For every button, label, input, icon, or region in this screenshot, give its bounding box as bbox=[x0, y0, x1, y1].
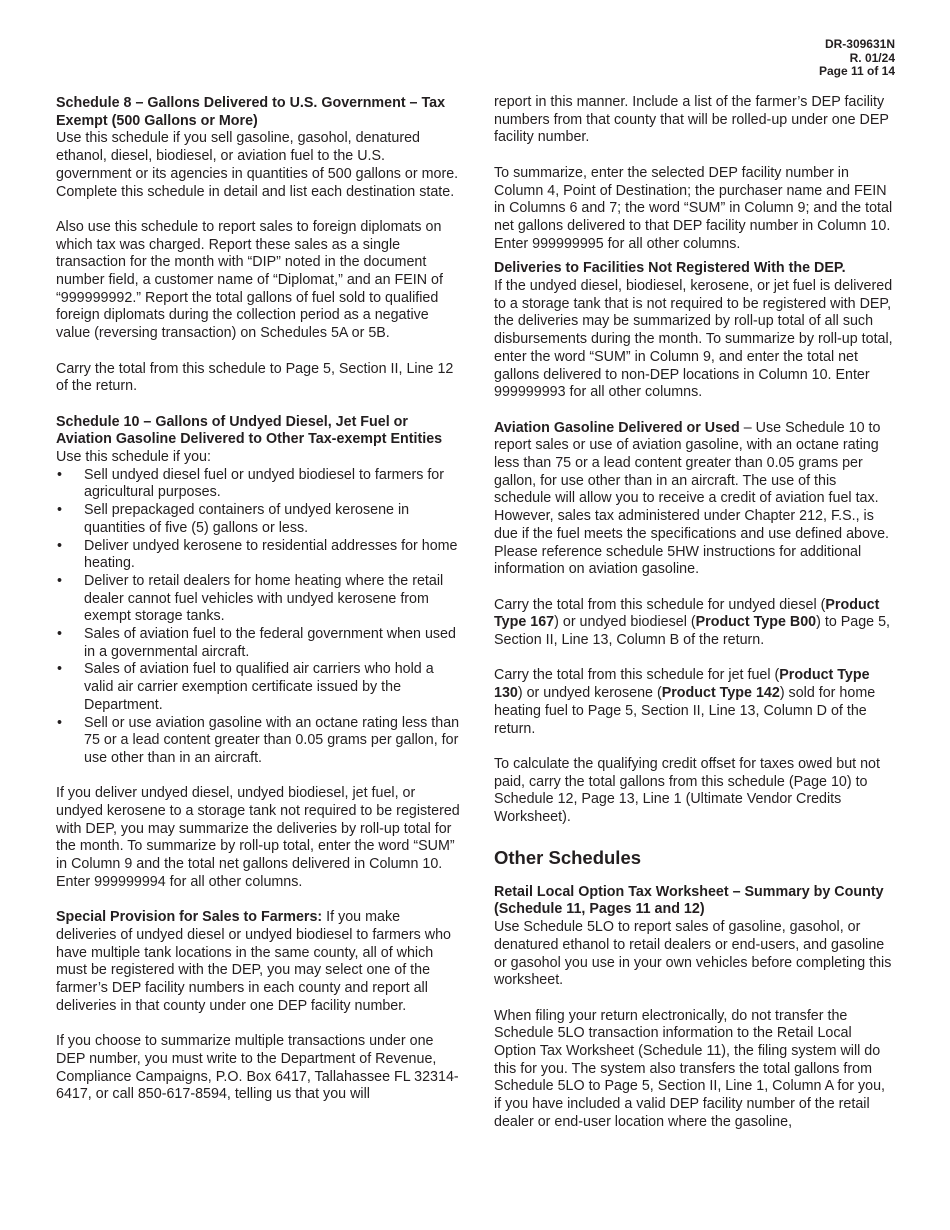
product-type-b00: Product Type B00 bbox=[695, 614, 817, 631]
page-number: Page 11 of 14 bbox=[818, 64, 895, 78]
list-item: • Sell or use aviation gasoline with an octane rating less than 75 or a lead content greater than 0.05 grams per gallon, for use other than in an aircraft. bbox=[56, 715, 461, 768]
right-column bbox=[494, 94, 896, 1132]
schedule-10-bullet-list bbox=[56, 467, 461, 768]
list-item: • Sell undyed diesel fuel or undyed biodiesel to farmers for agricultural purposes. bbox=[56, 467, 461, 502]
schedule-8-carry-paragraph: Carry the total from this schedule to Page 5, Section II, Line 12 of the return. bbox=[56, 360, 454, 395]
list-item: • Sales of aviation fuel to qualified air carriers who hold a valid air carrier exemption certificate issued by the Department. bbox=[56, 661, 461, 714]
aviation-text: – Use Schedule 10 to report sales or use of aviation gasoline, with an octane rating less than 75 or a lead content greater than 0.05 grams per gallon, for use other than in an aircraft. The use of this schedule will allow you to receive a credit of aviation fuel tax. However, sales tax administered under Chapter 212, F.S., is due if the fuel meets the specifications and use defined above. Please reference schedule 5HW instructions for additional information on aviation gasoline. bbox=[494, 419, 890, 578]
left-column bbox=[56, 95, 461, 1104]
form-id: DR-309631N bbox=[824, 37, 895, 51]
schedule-10-heading: Schedule 10 – Gallons of Undyed Diesel, Jet Fuel or Aviation Gasoline Delivered to Other Tax-exempt Entities bbox=[56, 413, 443, 448]
retail-local-option-paragraph: Use Schedule 5LO to report sales of gasoline, gasohol, or denatured ethanol to retail dealers or end-users, and gasoline or gasohol you use in your own vehicles before completing this worksheet. bbox=[494, 919, 892, 989]
product-type-167: Product Type 167 bbox=[494, 596, 880, 631]
list-item: • Sell prepackaged containers of undyed kerosene in quantities of five (5) gallons or less. bbox=[56, 502, 461, 537]
list-item: • Deliver undyed kerosene to residential addresses for home heating. bbox=[56, 538, 461, 573]
text-run: Carry the total from this schedule for jet fuel ( bbox=[494, 667, 780, 684]
schedule-8-paragraph: Use this schedule if you sell gasoline, gasohol, denatured ethanol, diesel, biodiesel, or aviation fuel to the U.S. government or its agencies in quantities of 500 gallons or more. Complete this schedule in detail and list each destination state. bbox=[56, 130, 459, 200]
other-schedules-heading: Other Schedules bbox=[494, 846, 642, 868]
text-run: Carry the total from this schedule for undyed diesel ( bbox=[494, 596, 826, 613]
list-item: • Deliver to retail dealers for home heating where the retail dealer cannot fuel vehicles with undyed kerosene from exempt storage tanks. bbox=[56, 573, 461, 626]
summarize-paragraph: To summarize, enter the selected DEP facility number in Column 4, Point of Destination; the purchaser name and FEIN in Columns 6 and 7; the word “SUM” in Column 9; and the total net gallons delivered to that DEP facility number in Column 10. Enter 999999995 for all other columns. bbox=[494, 164, 893, 252]
electronic-filing-paragraph: When filing your return electronically, do not transfer the Schedule 5LO transaction information to the Retail Local Option Tax Worksheet (Schedule 11), the filing system will do this for you. The system also transfers the total gallons from Schedule 5LO to Page 5, Section II, Line 1, Column A for you, if you have included a valid DEP facility number of the retail dealer or end-user location where the gasoline, bbox=[494, 1007, 886, 1130]
product-type-130: Product Type 130 bbox=[494, 667, 870, 702]
farmers-text: If you make deliveries of undyed diesel or undyed biodiesel to farmers who have multiple tank locations in the same county, all of which must be registered with the DEP, you may select one of the farmer’s DEP facility numbers in each county and report all deliveries in that county under one DEP facility number. bbox=[56, 909, 451, 1014]
form-header bbox=[819, 38, 895, 79]
text-run: ) sold for home heating fuel to Page 5, Section II, Line 13, Column D of the return. bbox=[494, 685, 876, 737]
aviation-label: Aviation Gasoline Delivered or Used bbox=[494, 419, 740, 436]
diplomat-paragraph: Also use this schedule to report sales to foreign diplomats on which tax was charged. Report these sales as a single transaction for the month with “DIP” noted in the document number field, a customer name of “Diplomat,” and an FEIN of “999999992.” Report the total gallons of fuel sold to qualified foreign diplomats during the collection period as a negative value (reversing transaction) on Schedules 5A or 5B. bbox=[56, 218, 443, 342]
carry-diesel-paragraph bbox=[494, 597, 896, 650]
farmers-paragraph bbox=[56, 909, 461, 1015]
text-run: ) or undyed kerosene ( bbox=[517, 685, 662, 702]
roll-up-paragraph: If you deliver undyed diesel, undyed biodiesel, jet fuel, or undyed kerosene to a storage tank not required to be registered with DEP, you may summarize the deliveries by roll-up total for the month. To summarize by roll-up total, enter the word “SUM” in Column 9 and the total net gallons delivered in Column 10. Enter 999999994 for all other columns. bbox=[56, 785, 460, 890]
retail-local-option-heading: Retail Local Option Tax Worksheet – Summary by County (Schedule 11, Pages 11 and 12) bbox=[494, 883, 884, 918]
text-run: ) or undyed biodiesel ( bbox=[554, 614, 696, 631]
product-type-142: Product Type 142 bbox=[661, 685, 780, 702]
continuation-paragraph: report in this manner. Include a list of the farmer’s DEP facility numbers from that county that will be rolled-up under one DEP facility number. bbox=[494, 94, 889, 146]
schedule-10-intro: Use this schedule if you: bbox=[56, 449, 211, 466]
not-registered-paragraph: If the undyed diesel, biodiesel, kerosene, or jet fuel is delivered to a storage tank that is not required to be registered with DEP, the deliveries may be summarized by roll-up total of all such disbursements during the month. To summarize by roll-up total, enter the word “SUM” in Column 9, and enter the total net gallons delivered to non-DEP locations in Column 10. Enter 999999993 for all other columns. bbox=[494, 278, 893, 401]
text-run: ) to Page 5, Section II, Line 13, Column B of the return. bbox=[494, 614, 891, 649]
form-revision: R. 01/24 bbox=[849, 50, 895, 65]
farmers-label: Special Provision for Sales to Farmers: bbox=[56, 909, 323, 926]
farmers-summarize-paragraph: If you choose to summarize multiple transactions under one DEP number, you must write to the Department of Revenue, Compliance Campaigns, P.O. Box 6417, Tallahassee FL 32314-6417, or call 850-617-8594, telling us that you will bbox=[56, 1033, 459, 1103]
credit-offset-paragraph: To calculate the qualifying credit offset for taxes owed but not paid, carry the total gallons from this schedule (Page 10) to Schedule 12, Page 13, Line 1 (Ultimate Vendor Credits Worksheet). bbox=[494, 755, 880, 826]
list-item: • Sales of aviation fuel to the federal government when used in a governmental aircraft. bbox=[56, 626, 461, 661]
carry-jet-fuel-paragraph bbox=[494, 667, 896, 738]
not-registered-heading: Deliveries to Facilities Not Registered With the DEP. bbox=[494, 260, 846, 277]
schedule-8-heading: Schedule 8 – Gallons Delivered to U.S. Government – Tax Exempt (500 Gallons or More) bbox=[56, 95, 446, 129]
aviation-paragraph bbox=[494, 420, 896, 579]
